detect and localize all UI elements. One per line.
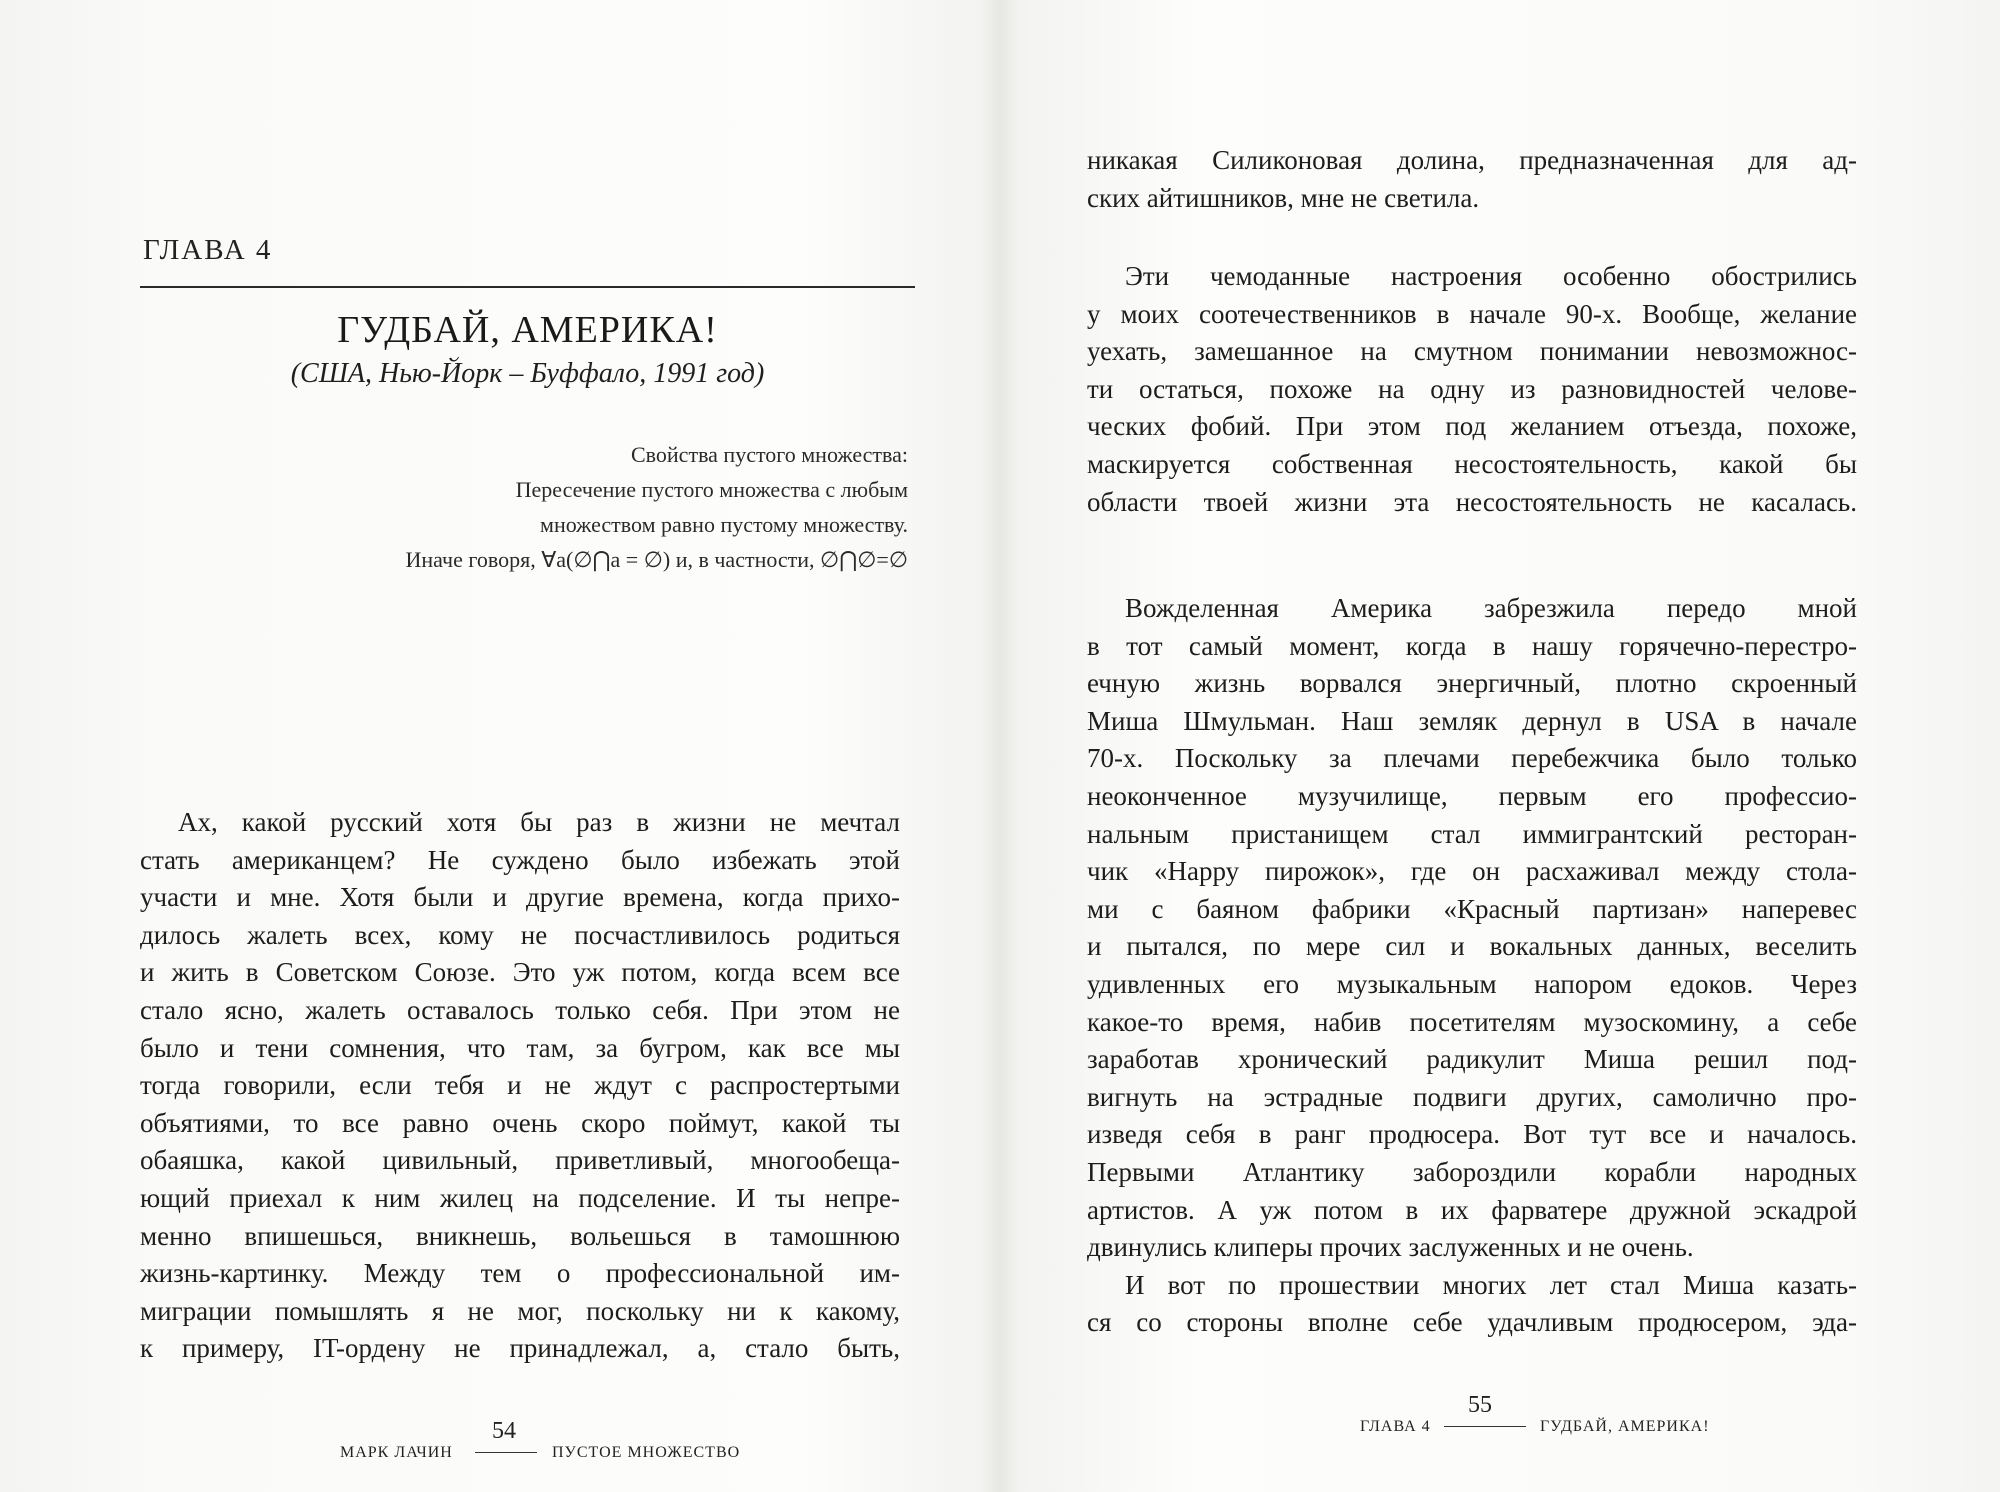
chapter-title: ГУДБАЙ, АМЕРИКА! bbox=[337, 309, 718, 351]
text-line: участи и мне. Хотя были и другие времена, когда прихо- bbox=[140, 882, 900, 913]
left-footer bbox=[340, 1418, 760, 1468]
text-line: стать американцем? Не суждено было избежать этой bbox=[140, 844, 900, 875]
right-footer bbox=[1360, 1392, 1920, 1442]
text-line: обаяшка, какой цивильный, приветливый, многообеща- bbox=[140, 1145, 900, 1176]
right-body-paragraph-1 bbox=[1087, 142, 1857, 217]
text-line: двинулись клиперы прочих заслуженных и не очень. bbox=[1087, 1232, 1694, 1263]
text-line: миграции помышлять я не мог, поскольку ни к какому, bbox=[140, 1295, 900, 1326]
text-line: ми с баяном фабрики «Красный партизан» наперевес bbox=[1087, 893, 1857, 924]
text-line: никакая Силиконовая долина, предназначенная для ад- bbox=[1087, 145, 1857, 175]
footer-book-title: ПУСТОЕ МНОЖЕСТВО bbox=[552, 1444, 741, 1461]
text-line: артистов. А уж потом в их фарватере дружной эскадрой bbox=[1087, 1194, 1857, 1225]
text-line: ческих фобий. При этом под желанием отъезда, похоже, bbox=[1087, 411, 1857, 442]
text-line: Первыми Атлантику забороздили корабли народных bbox=[1087, 1156, 1857, 1187]
right-body-paragraph-3 bbox=[1087, 590, 1857, 1342]
text-line: у моих соотечественников в начале 90-х. Вообще, желание bbox=[1087, 298, 1857, 329]
chapter-rule bbox=[140, 286, 915, 288]
text-line: было и тени сомнения, что там, за бугром, как все мы bbox=[140, 1032, 900, 1063]
page-number: 55 bbox=[1468, 1392, 1492, 1418]
text-line: тогда говорили, если тебя и не ждут с распростертыми bbox=[140, 1070, 900, 1101]
text-line: удивленных его музыкальным напором едоков. Через bbox=[1087, 968, 1857, 999]
text-line: ечную жизнь ворвался энергичный, плотно скроенный bbox=[1087, 668, 1857, 699]
text-line: чик «Нарру пирожок», где он расхаживал между стола- bbox=[1087, 856, 1857, 887]
text-line: ся со стороны вполне себе удачливым продюсером, эда- bbox=[1087, 1307, 1857, 1338]
footer-chapter: ГЛАВА 4 bbox=[1360, 1418, 1431, 1435]
right-body-paragraph-2 bbox=[1087, 258, 1857, 521]
text-line: менно впишешься, вникнешь, вольешься в тамошнюю bbox=[140, 1220, 900, 1251]
text-line: заработав хронический радикулит Миша решил под- bbox=[1087, 1044, 1857, 1075]
text-line: в тот самый момент, когда в нашу горячечно-перестро- bbox=[1087, 630, 1857, 661]
text-line: ти остаться, похоже на одну из разновидностей челове- bbox=[1087, 373, 1857, 404]
footer-rule bbox=[475, 1452, 537, 1453]
text-line: и пытался, по мере сил и вокальных данных, веселить bbox=[1087, 931, 1857, 962]
text-line: уехать, замешанное на смутном понимании невозможнос- bbox=[1087, 336, 1857, 367]
text-line: нальным пристанищем стал иммигрантский ресторан- bbox=[1087, 818, 1857, 849]
epigraph bbox=[300, 437, 908, 577]
text-line: неоконченное музучилище, первым его профессио- bbox=[1087, 780, 1857, 811]
text-line: Эти чемоданные настроения особенно обострились bbox=[1125, 261, 1857, 291]
text-line: 70-х. Поскольку за плечами перебежчика было только bbox=[1087, 743, 1857, 774]
epigraph-line: Пересечение пустого множества с любым bbox=[515, 477, 908, 502]
text-line: какое-то время, набив посетителям музоскомину, а себе bbox=[1087, 1006, 1857, 1037]
text-line: ющий приехал к ним жилец на подселение. И ты непре- bbox=[140, 1182, 900, 1213]
page-number: 54 bbox=[492, 1418, 516, 1444]
chapter-subtitle: (США, Нью-Йорк – Буффало, 1991 год) bbox=[290, 358, 765, 389]
text-line: И вот по прошествии многих лет стал Миша казать- bbox=[1125, 1269, 1857, 1300]
text-line: и жить в Советском Союзе. Это уж потом, когда всем все bbox=[140, 957, 900, 988]
text-line: области твоей жизни эта несостоятельность не касалась. bbox=[1087, 486, 1857, 517]
footer-author: МАРК ЛАЧИН bbox=[340, 1444, 453, 1461]
text-line: к примеру, IT-ордену не принадлежал, а, стало быть, bbox=[140, 1333, 900, 1364]
text-line: изведя себя в ранг продюсера. Вот тут все и началось. bbox=[1087, 1119, 1857, 1150]
text-line: Вожделенная Америка забрезжила передо мной bbox=[1125, 593, 1857, 623]
text-line: стало ясно, жалеть оставалось только себя. При этом не bbox=[140, 994, 900, 1025]
epigraph-line: Свойства пустого множества: bbox=[631, 442, 908, 467]
epigraph-line: множеством равно пустому множеству. bbox=[540, 512, 908, 537]
text-line: ских айтишников, мне не светила. bbox=[1087, 182, 1480, 213]
chapter-label: ГЛАВА 4 bbox=[143, 234, 273, 266]
text-line: жизнь-картинку. Между тем о профессиональной им- bbox=[140, 1258, 900, 1289]
text-line: объятиями, то все равно очень скоро поймут, какой ты bbox=[140, 1107, 900, 1138]
text-line: вигнуть на эстрадные подвиги других, самолично про- bbox=[1087, 1081, 1857, 1112]
text-line: дилось жалеть всех, кому не посчастливилось родиться bbox=[140, 919, 900, 950]
text-line: маскируется собственная несостоятельность, какой бы bbox=[1087, 448, 1857, 479]
footer-chapter-title: ГУДБАЙ, АМЕРИКА! bbox=[1540, 1418, 1710, 1435]
footer-rule bbox=[1444, 1426, 1526, 1427]
epigraph-line: Иначе говоря, ∀a(∅⋂a = ∅) и, в частности, ∅⋂∅=∅ bbox=[405, 547, 908, 572]
text-line: Ах, какой русский хотя бы раз в жизни не мечтал bbox=[178, 807, 900, 837]
text-line: Миша Шмульман. Наш земляк дернул в USA в начале bbox=[1087, 705, 1857, 736]
left-body-text bbox=[140, 804, 900, 1368]
